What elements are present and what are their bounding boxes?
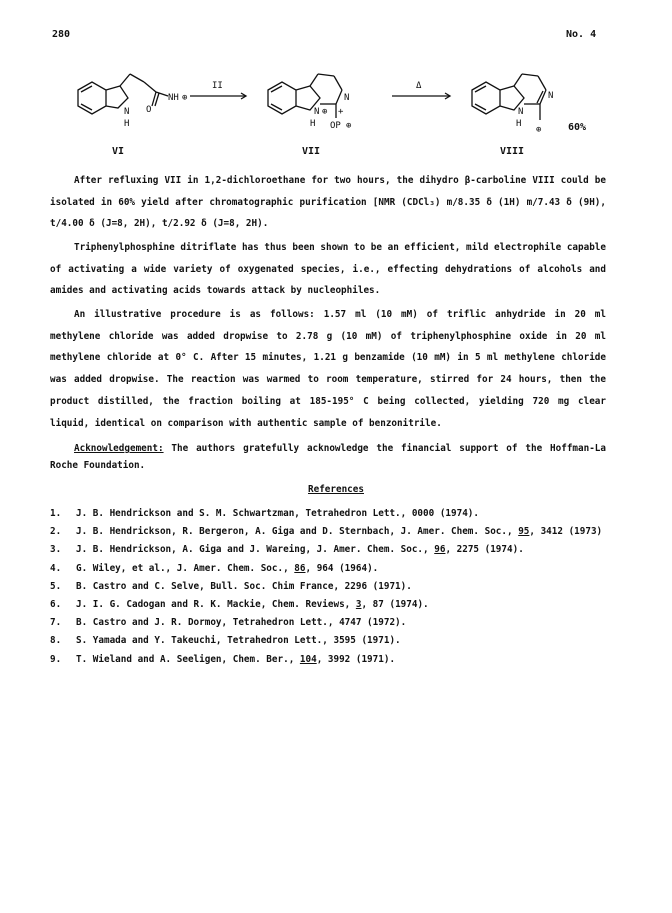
reaction-scheme-drawing (40, 48, 630, 163)
viii-n2: N (548, 91, 554, 101)
reference-item: 7. B. Castro and J. R. Dormoy, Tetrahedron Lett., 4747 (1972). (50, 617, 407, 629)
vii-n2: N (344, 93, 350, 103)
vii-op-dot: ⊕ (346, 121, 352, 131)
reagent-ii: II (212, 81, 223, 91)
yield-label: 60% (568, 122, 587, 133)
reference-item: 8. S. Yamada and Y. Takeuchi, Tetrahedron Lett., 3595 (1971). (50, 635, 401, 647)
compound-vi-structure (78, 74, 168, 114)
paragraph-conclusion: Triphenylphosphine ditriflate has thus been shown to be an efficient, mild electrophile capable of activating a wide variety of oxygenated species, i.e., effecting dehydrations of alcohols and amides and activating acids towards attack by nucleophiles. (50, 242, 606, 297)
paragraph-acknowledgement (50, 440, 606, 474)
vi-nh: NH (168, 93, 179, 103)
viii-dot: ⊕ (536, 125, 542, 135)
reference-item: 2. J. B. Hendrickson, R. Bergeron, A. Giga and D. Sternbach, J. Amer. Chem. Soc., 95, 3412 (1973) (50, 526, 603, 538)
acknowledgement-text: The authors gratefully acknowledge the financial support of the Hoffman-La Roche Foundation. (50, 443, 606, 471)
vii-plus: + (338, 107, 344, 117)
reaction-scheme (40, 48, 630, 163)
paragraph-results: After refluxing VII in 1,2-dichloroethane for two hours, the dihydro β-carboline VIII could be isolated in 60% yield after chromatographic purification [NMR (CDCl₃) m/8.35 δ (1H) m/7.43 δ (9H), t/4.00 δ (J=8, 2H), t/2.92 δ (J=8, 2H). (50, 175, 606, 230)
compound-viii-structure (472, 74, 546, 120)
vi-dot: ⊕ (182, 93, 188, 103)
paragraph-procedure: An illustrative procedure is as follows: 1.57 ml (10 mM) of triflic anhydride in 20 ml methylene chloride was added dropwise to 2.78 g (10 mM) of triphenylphosphine oxide in 20 ml methylene chloride at 0° C. After 15 minutes, 1.21 g benzamide (10 mM) in 5 ml methylene chloride was added dropwise. The reaction was warmed to room temperature, stirred for 24 hours, then the product distilled, the fraction boiling at 185-195° C being collected, yielding 720 mg clear liquid, identical on comparison with authentic sample of benzonitrile. (50, 309, 606, 429)
compound-viii-label: VIII (500, 146, 525, 157)
reference-item: 4. G. Wiley, et al., J. Amer. Chem. Soc., 86, 964 (1964). (50, 562, 379, 574)
vi-n: N (124, 107, 130, 117)
reference-item: 5. B. Castro and C. Selve, Bull. Soc. Chim France, 2296 (1971). (50, 580, 412, 592)
vi-h: H (124, 119, 130, 129)
vii-n: N (314, 107, 320, 117)
vi-o: O (146, 105, 152, 115)
compound-vi-label: VI (112, 146, 125, 157)
reagent-heat: Δ (416, 81, 422, 91)
compound-vii-label: VII (302, 146, 321, 157)
reference-item: 1. J. B. Hendrickson and S. M. Schwartzman, Tetrahedron Lett., 0000 (1974). (50, 508, 479, 519)
journal-issue: No. 4 (566, 29, 597, 40)
vii-dot: ⊕ (322, 107, 328, 117)
viii-h: H (516, 119, 522, 129)
viii-n: N (518, 107, 524, 117)
reference-item: 9. T. Wieland and A. Seeligen, Chem. Ber., 104, 3992 (1971). (50, 653, 396, 665)
references-heading: References (308, 484, 364, 495)
reference-item: 3. J. B. Hendrickson, A. Giga and J. Wareing, J. Amer. Chem. Soc., 96, 2275 (1974). (50, 544, 524, 556)
vii-h: H (310, 119, 316, 129)
reference-item: 6. J. I. G. Cadogan and R. K. Mackie, Chem. Reviews, 3, 87 (1974). (50, 599, 429, 611)
references-list (50, 505, 610, 669)
compound-vii-structure (268, 74, 342, 118)
vii-op: OP (330, 121, 341, 131)
acknowledgement-label: Acknowledgement: (74, 443, 164, 454)
page-number: 280 (52, 29, 71, 40)
